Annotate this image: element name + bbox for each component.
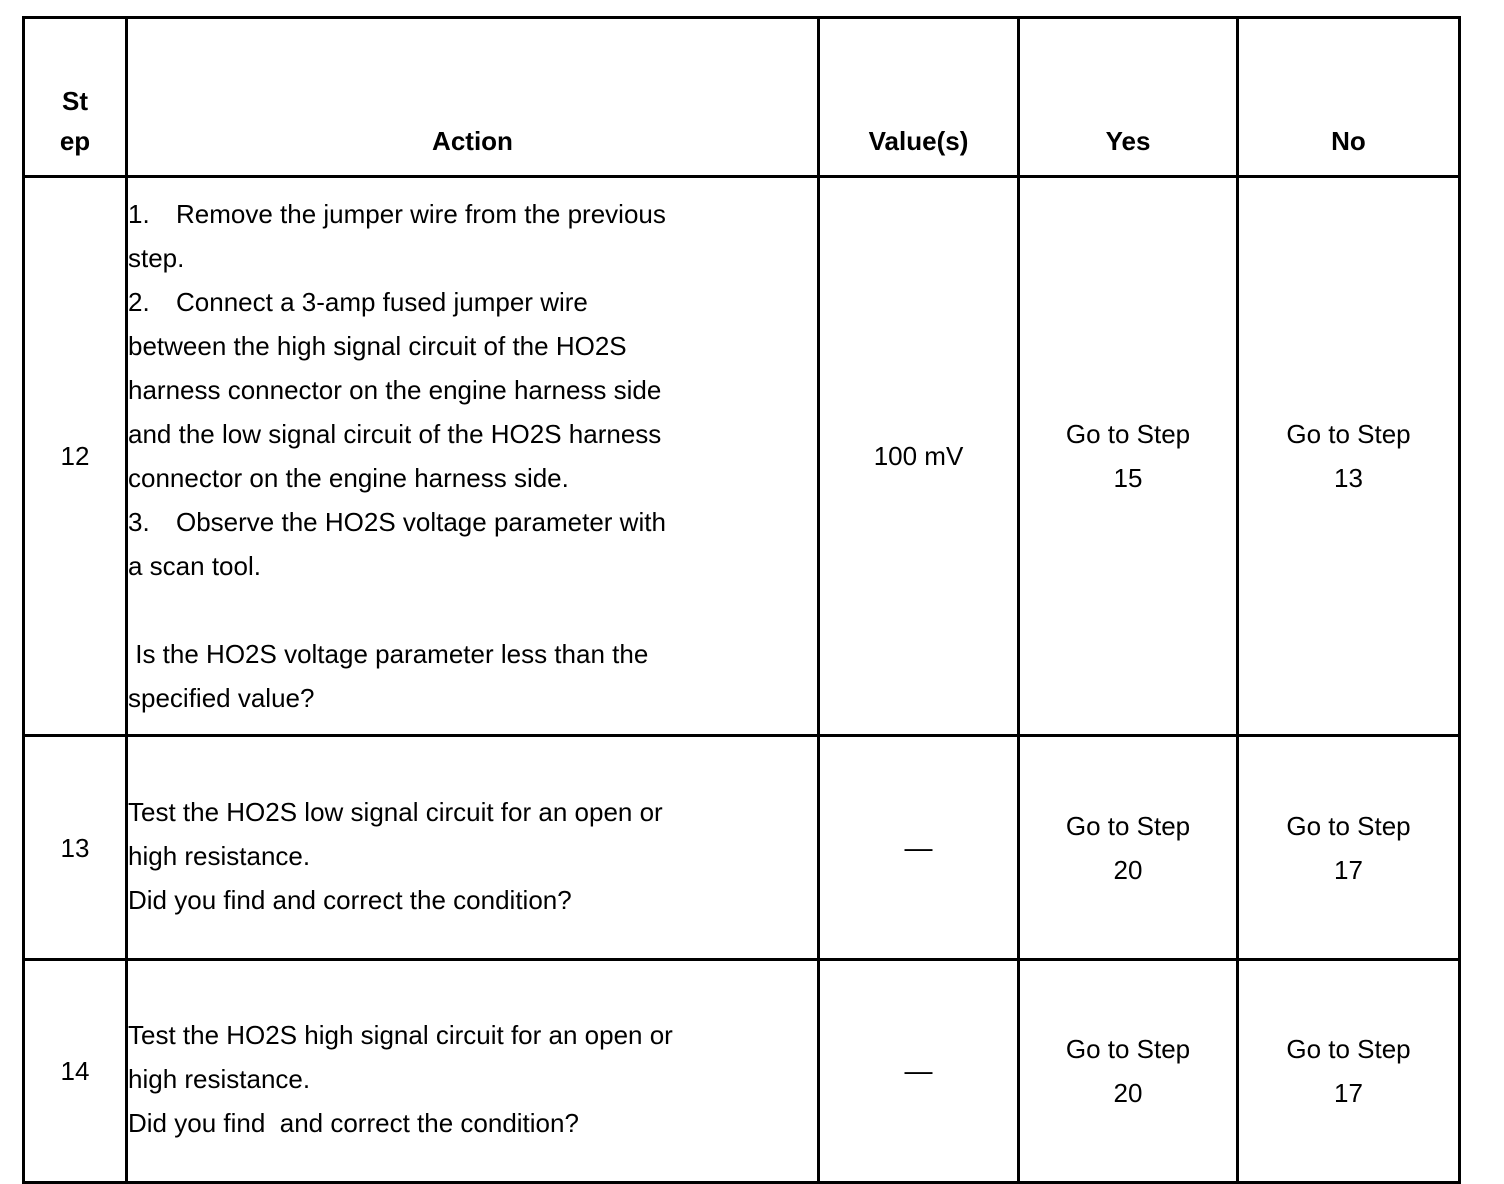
diagnostic-table [22,16,1461,1184]
no-cell: Go to Step 17 [1238,736,1460,960]
table-row-step-13 [24,736,1460,960]
action-question: Did you find and correct the condition? [128,884,572,915]
action-line: high resistance. [128,1064,311,1094]
action-question: specified value? [128,683,315,713]
action-line: 3. Observe the HO2S voltage parameter with [128,507,666,537]
action-line: harness connector on the engine harness side [128,375,662,405]
yes-cell: Go to Step 20 [1019,736,1238,960]
action-line: Test the HO2S low signal circuit for an open or [128,796,663,827]
table-row-step-14 [24,960,1460,1183]
action-cell [127,177,819,736]
step-number: 12 [24,177,127,736]
dash-value: — [904,831,933,863]
action-line: connector on the engine harness side. [128,463,569,493]
yes-cell: Go to Step 20 [1019,960,1238,1183]
table-row-step-12 [24,177,1460,736]
yes-cell: Go to Step 15 [1019,177,1238,736]
action-line: Test the HO2S high signal circuit for an open or [128,1020,673,1050]
header-action: Action [127,18,819,177]
no-cell: Go to Step 17 [1238,960,1460,1183]
action-cell [127,960,819,1183]
value-cell [819,736,1019,960]
action-line: high resistance. [128,840,311,871]
dash-value: — [904,1055,933,1086]
value-cell [819,960,1019,1183]
table-header-row [24,18,1460,177]
action-question: Is the HO2S voltage parameter less than the [128,639,649,669]
header-step: St ep [24,18,127,177]
action-line: and the low signal circuit of the HO2S harness [128,419,662,449]
action-line: a scan tool. [128,551,261,581]
action-cell [127,736,819,960]
action-line: between the high signal circuit of the HO2S [128,331,627,361]
step-number: 14 [24,960,127,1183]
header-yes: Yes [1019,18,1238,177]
step-number: 13 [24,736,127,960]
header-no: No [1238,18,1460,177]
header-values: Value(s) [819,18,1019,177]
action-line: 2. Connect a 3-amp fused jumper wire [128,287,588,317]
action-line: step. [128,243,185,273]
action-question: Did you find and correct the condition? [128,1108,579,1138]
no-cell: Go to Step 13 [1238,177,1460,736]
value-cell: 100 mV [819,177,1019,736]
action-line: 1. Remove the jumper wire from the previous [128,199,666,229]
